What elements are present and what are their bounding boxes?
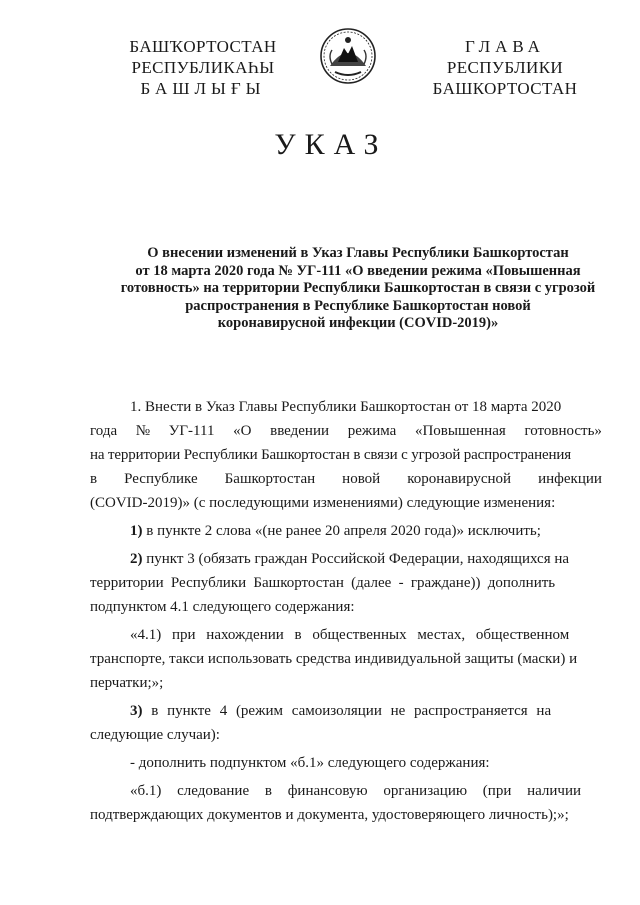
paragraph-1 <box>90 395 602 515</box>
item-text: пункт 3 (обязать граждан Российской Федерации, находящихся на <box>142 551 570 567</box>
word: года <box>90 423 118 439</box>
title-line: О внесении изменений в Указ Главы Республики Башкортостан <box>147 245 569 261</box>
text-line: «б.1) следование в финансовую организацию (при наличии <box>130 783 582 799</box>
word: готовность» <box>524 423 602 439</box>
header-left-bashkir <box>118 36 288 99</box>
justified-line <box>90 467 602 491</box>
word: «О <box>233 423 252 439</box>
word: коронавирусной <box>407 471 512 487</box>
add-subitem <box>90 751 602 775</box>
item-3 <box>90 699 602 747</box>
word: № <box>135 423 151 439</box>
coat-of-arms-icon <box>318 26 378 86</box>
word: новой <box>342 471 381 487</box>
item-number: 1) <box>130 523 143 539</box>
header-left-line: БАШҠОРТОСТАН <box>129 37 277 56</box>
word: в <box>90 471 98 487</box>
text-line: следующие случаи): <box>90 727 220 743</box>
header-right-line: ГЛАВА <box>465 37 545 56</box>
item-2 <box>90 547 602 619</box>
decree-body <box>90 395 602 827</box>
text-line: территории Республики Башкортостан (далее - граждане)) дополнить <box>90 575 556 591</box>
text-line: перчатки;»; <box>90 675 164 691</box>
word: инфекции <box>538 471 602 487</box>
text-line <box>90 547 602 571</box>
title-line: распространения в Республике Башкортостан новой <box>185 297 531 314</box>
text-line <box>90 699 602 723</box>
text-line: - дополнить подпунктом «б.1» следующего содержания: <box>130 755 490 771</box>
item-text: в пункте 4 (режим самоизоляции не распространяется на <box>142 703 552 719</box>
header-right-line: РЕСПУБЛИКИ <box>446 58 564 77</box>
word: режима <box>347 423 397 439</box>
decree-title <box>108 245 608 333</box>
word: Республике <box>124 471 198 487</box>
header-right-line: БАШКОРТОСТАН <box>432 79 578 98</box>
text-line: 1. Внести в Указ Главы Республики Башкортостан от 18 марта 2020 <box>130 399 562 415</box>
text-line: «4.1) при нахождении в общественных местах, общественном <box>130 627 570 643</box>
word: введении <box>270 423 330 439</box>
document-type: УКАЗ <box>274 128 388 161</box>
header-left-line: РЕСПУБЛИКАҺЫ <box>131 58 275 77</box>
item-text: в пункте 2 слова «(не ранее 20 апреля 2020 года)» исключить; <box>142 523 541 539</box>
header-right-russian <box>420 36 590 99</box>
word: УГ-111 <box>168 423 215 439</box>
header-left-line: БАШЛЫҒЫ <box>140 79 266 98</box>
text-line: подпунктом 4.1 следующего содержания: <box>90 599 355 615</box>
title-line: коронавирусной инфекции (COVID-2019)» <box>217 315 499 331</box>
item-1 <box>90 519 602 543</box>
word: Башкортостан <box>224 471 316 487</box>
justified-line <box>90 419 602 443</box>
text-line <box>90 519 602 543</box>
text-line: на территории Республики Башкортостан в связи с угрозой распространения <box>90 447 571 463</box>
text-line: подтверждающих документов и документа, удостоверяющего личность);»; <box>90 807 569 823</box>
quote-b-1 <box>90 779 602 827</box>
word: «Повышенная <box>414 423 506 439</box>
text-line: транспорте, такси использовать средства индивидуальной защиты (маски) и <box>90 651 578 667</box>
item-number: 3) <box>130 703 143 719</box>
quote-4-1 <box>90 623 602 695</box>
item-number: 2) <box>130 551 143 567</box>
text-line: (COVID-2019)» (с последующими изменениями) следующие изменения: <box>90 495 556 511</box>
title-line: готовность» на территории Республики Башкортостан в связи с угрозой <box>120 280 596 296</box>
title-line: от 18 марта 2020 года № УГ-111 «О введении режима «Повышенная <box>135 262 581 279</box>
